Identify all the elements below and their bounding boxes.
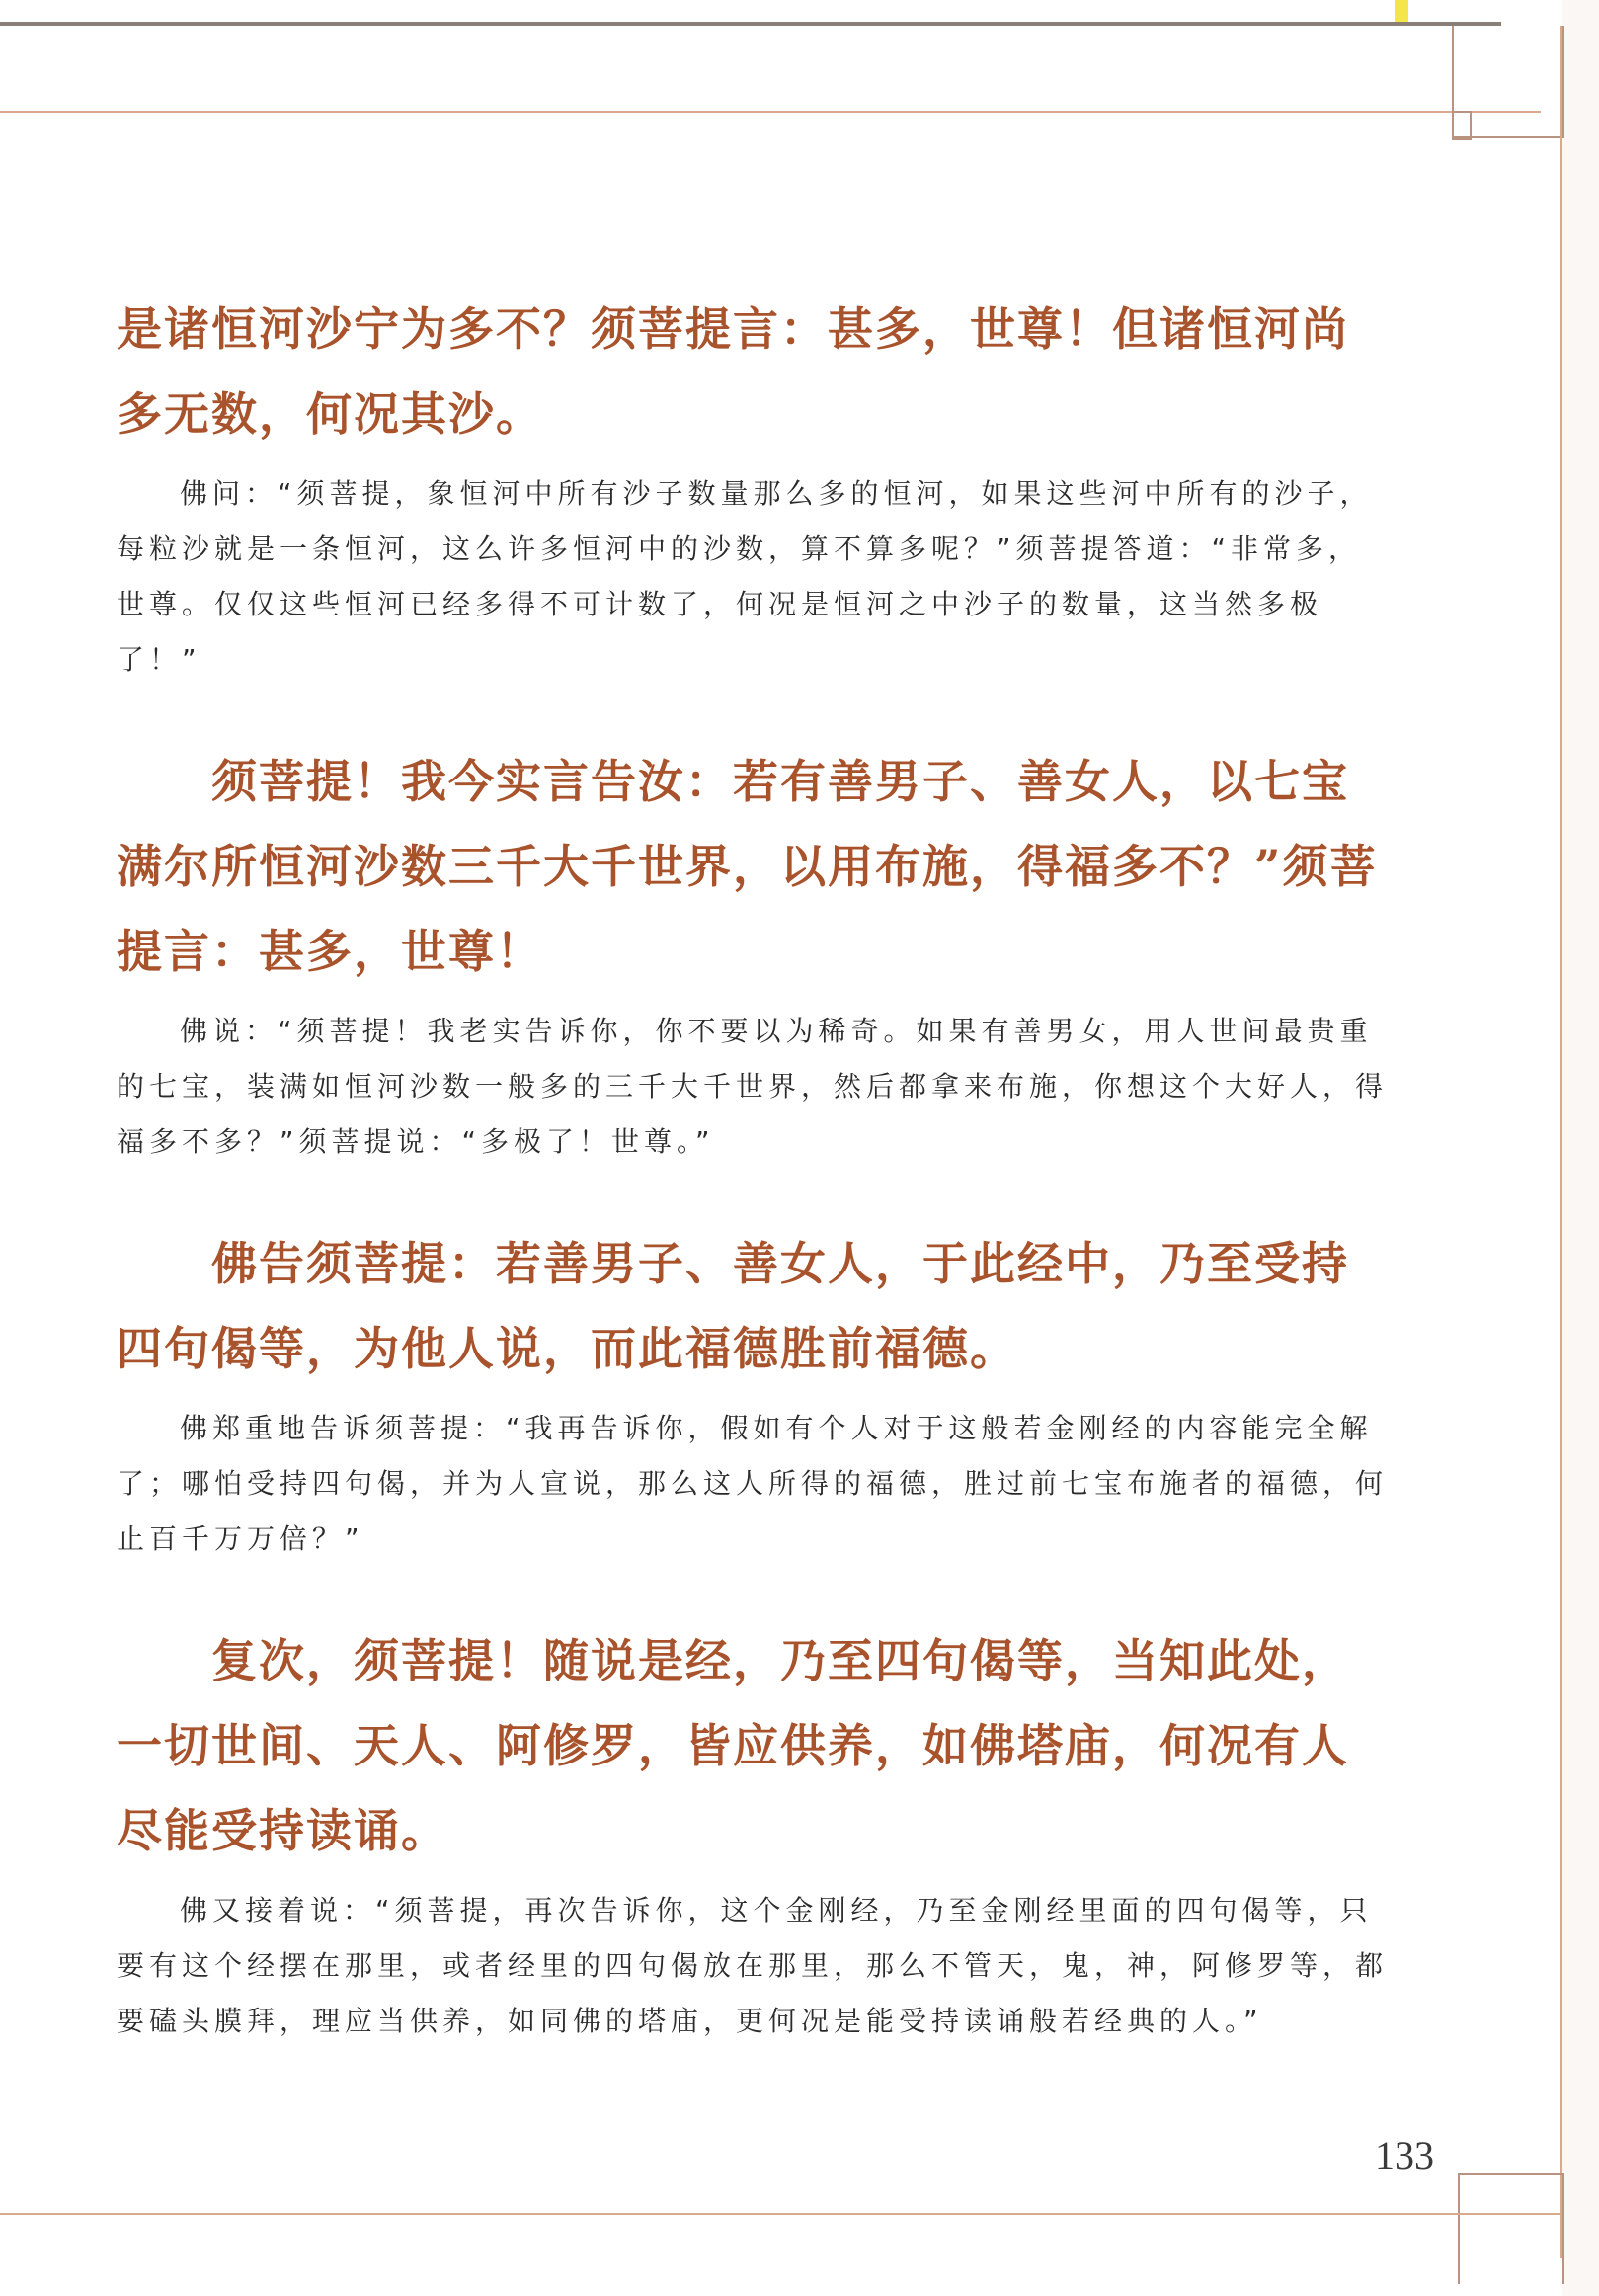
page-body (117, 287, 1391, 2100)
passage-2 (117, 739, 1391, 1170)
sutra-verse: 须菩提！我今实言告汝：若有善男子、善女人，以七宝满尔所恒河沙数三千大千世界，以用布施，得福多不？”须菩提言：甚多，世尊！ (117, 755, 1378, 978)
header-rule (0, 111, 1541, 113)
sutra-verse: 佛告须菩提：若善男子、善女人，于此经中，乃至受持四句偈等，为他人说，而此福德胜前福德。 (117, 1237, 1349, 1375)
verse-explanation: 佛问：“须菩提，象恒河中所有沙子数量那么多的恒河，如果这些河中所有的沙子，每粒沙就是一条恒河，这么许多恒河中的沙数，算不算多呢？”须菩提答道：“非常多，世尊。仅仅这些恒河已经多得不可计数了，何况是恒河之中沙子的数量，这当然多极了！” (117, 477, 1373, 676)
top-right-corner-inner (1452, 111, 1472, 140)
right-margin-line (1560, 26, 1562, 2258)
passage-3 (117, 1221, 1391, 1567)
page-tab-marker (1395, 0, 1408, 22)
verse-explanation: 佛说：“须菩提！我老实告诉你，你不要以为稀奇。如果有善男女，用人世间最贵重的七宝，装满如恒河沙数一般多的三千大千世界，然后都拿来布施，你想这个大好人，得福多不多？”须菩提说：“多极了！世尊。” (117, 1015, 1389, 1158)
passage-1 (117, 287, 1391, 688)
verse-explanation: 佛又接着说：“须菩提，再次告诉你，这个金刚经，乃至金刚经里面的四句偈等，只要有这个经摆在那里，或者经里的四句偈放在那里，那么不管天，鬼，神，阿修罗等，都要磕头膜拜，理应当供养，如同佛的塔庙，更何况是能受持读诵般若经典的人。” (117, 1894, 1389, 2037)
footer-rule (0, 2213, 1560, 2215)
verse-explanation: 佛郑重地告诉须菩提：“我再告诉你，假如有个人对于这般若金刚经的内容能完全解了；哪怕受持四句偈，并为人宣说，那么这人所得的福德，胜过前七宝布施者的福德，何止百千万万倍？” (117, 1412, 1389, 1555)
passage-4 (117, 1618, 1391, 2049)
sutra-verse: 复次，须菩提！随说是经，乃至四句偈等，当知此处，一切世间、天人、阿修罗，皆应供养，如佛塔庙，何况有人尽能受持读诵。 (117, 1634, 1349, 1857)
page-number: 133 (1375, 2133, 1434, 2177)
top-rule (0, 22, 1501, 26)
bottom-right-corner-ornament (1458, 2173, 1564, 2284)
sutra-verse: 是诸恒河沙宁为多不？须菩提言：甚多，世尊！但诸恒河尚多无数，何况其沙。 (117, 302, 1349, 441)
page-edge (1562, 0, 1599, 2296)
